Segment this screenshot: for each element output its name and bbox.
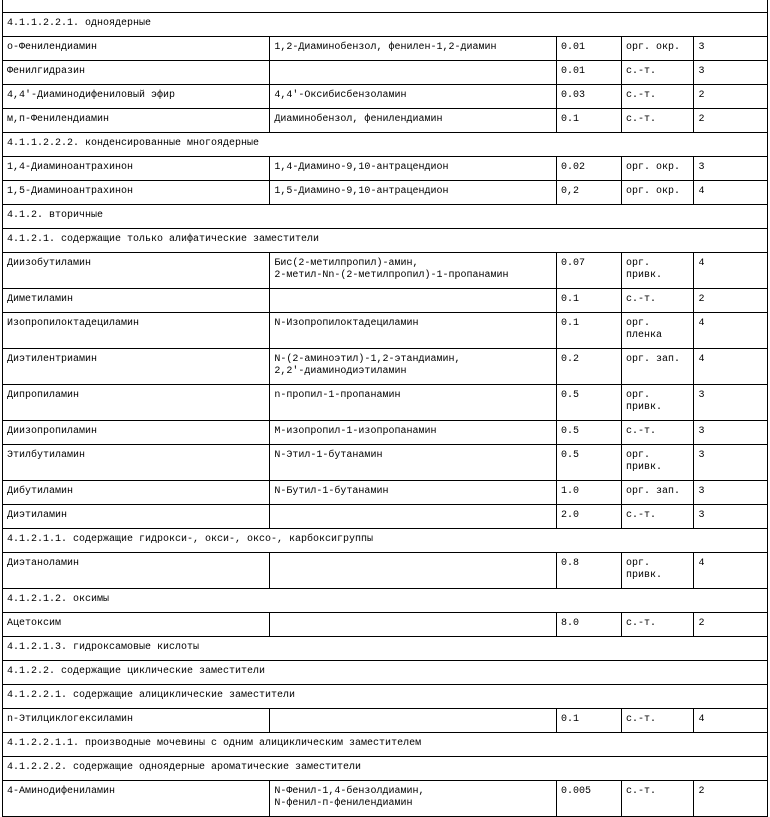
synonym-cell: N-Изопропилоктадециламин	[270, 313, 557, 349]
hazard-class-cell: 2	[694, 613, 768, 637]
concentration-cell: 8.0	[557, 613, 622, 637]
limiting-indicator-cell: с.-т.	[622, 61, 694, 85]
hazard-class-cell: 4	[694, 181, 768, 205]
synonym-cell: N-Бутил-1-бутанамин	[270, 481, 557, 505]
substance-name-cell: м,п-Фенилендиамин	[3, 109, 270, 133]
section-row	[3, 589, 768, 613]
section-heading: 4.1.2.1.3. гидроксамовые кислоты	[3, 637, 768, 661]
limiting-indicator-cell: орг. зап.	[622, 481, 694, 505]
limiting-indicator-cell: с.-т.	[622, 289, 694, 313]
concentration-cell: 1.0	[557, 481, 622, 505]
section-row	[3, 229, 768, 253]
substance-name-cell: Диэтиламин	[3, 505, 270, 529]
table-row	[3, 253, 768, 289]
table-row	[3, 157, 768, 181]
concentration-cell: 0.02	[557, 157, 622, 181]
table-row	[3, 505, 768, 529]
concentration-cell: 0.5	[557, 385, 622, 421]
table-row	[3, 385, 768, 421]
table-row	[3, 37, 768, 61]
table-row	[3, 289, 768, 313]
limiting-indicator-cell: орг. пленка	[622, 313, 694, 349]
synonym-cell	[270, 613, 557, 637]
substance-name-cell: Дипропиламин	[3, 385, 270, 421]
limiting-indicator-cell: с.-т.	[622, 781, 694, 817]
section-heading: 4.1.2.2.2. содержащие одноядерные ароматические заместители	[3, 757, 768, 781]
concentration-cell: 0.1	[557, 313, 622, 349]
hazard-class-cell: 4	[694, 553, 768, 589]
section-heading: 4.1.1.2.2.1. одноядерные	[3, 13, 768, 37]
section-row	[3, 661, 768, 685]
table-row	[3, 109, 768, 133]
section-heading: 4.1.2.2.1.1. производные мочевины с одним алициклическим заместителем	[3, 733, 768, 757]
concentration-cell: 0.01	[557, 37, 622, 61]
substance-name-cell: Этилбутиламин	[3, 445, 270, 481]
limiting-indicator-cell: с.-т.	[622, 709, 694, 733]
limiting-indicator-cell: орг. привк.	[622, 553, 694, 589]
hazard-class-cell: 2	[694, 289, 768, 313]
substance-name-cell: Фенилгидразин	[3, 61, 270, 85]
synonym-cell: 1,4-Диамино-9,10-антрацендион	[270, 157, 557, 181]
synonym-cell: 1,5-Диамино-9,10-антрацендион	[270, 181, 557, 205]
substance-name-cell: о-Фенилендиамин	[3, 37, 270, 61]
synonym-cell: М-изопропил-1-изопропанамин	[270, 421, 557, 445]
concentration-cell: 0.8	[557, 553, 622, 589]
hazard-class-cell: 4	[694, 709, 768, 733]
limiting-indicator-cell: орг. окр.	[622, 181, 694, 205]
concentration-cell: 0.03	[557, 85, 622, 109]
synonym-cell: 1,2-Диаминобензол, фенилен-1,2-диамин	[270, 37, 557, 61]
hazard-class-cell: 2	[694, 109, 768, 133]
synonym-cell: N-Этил-1-бутанамин	[270, 445, 557, 481]
substance-name-cell: Диэтилентриамин	[3, 349, 270, 385]
concentration-cell: 0.1	[557, 109, 622, 133]
concentration-cell: 2.0	[557, 505, 622, 529]
top-edge-cell	[3, 0, 768, 13]
section-heading: 4.1.2.1.1. содержащие гидрокси-, окси-, оксо-, карбоксигруппы	[3, 529, 768, 553]
limiting-indicator-cell: орг. привк.	[622, 385, 694, 421]
limiting-indicator-cell: орг. окр.	[622, 37, 694, 61]
concentration-cell: 0.07	[557, 253, 622, 289]
hazard-class-cell: 3	[694, 37, 768, 61]
table-body	[3, 0, 768, 817]
hazard-class-cell: 3	[694, 445, 768, 481]
substance-name-cell: 4,4'-Диаминодифениловый эфир	[3, 85, 270, 109]
synonym-cell: 4,4'-Оксибисбензоламин	[270, 85, 557, 109]
section-row	[3, 733, 768, 757]
synonym-cell	[270, 505, 557, 529]
hazard-class-cell: 4	[694, 253, 768, 289]
substance-name-cell: n-Этилциклогексиламин	[3, 709, 270, 733]
section-heading: 4.1.2.1. содержащие только алифатические заместители	[3, 229, 768, 253]
table-row	[3, 445, 768, 481]
concentration-cell: 0.2	[557, 349, 622, 385]
hazard-class-cell: 2	[694, 85, 768, 109]
substance-name-cell: 1,4-Диаминоантрахинон	[3, 157, 270, 181]
hazard-class-cell: 3	[694, 61, 768, 85]
table-row	[3, 181, 768, 205]
table-row	[3, 613, 768, 637]
hazard-class-cell: 4	[694, 349, 768, 385]
substance-name-cell: Ацетоксим	[3, 613, 270, 637]
substance-name-cell: 4-Аминодифениламин	[3, 781, 270, 817]
table-row	[3, 313, 768, 349]
limiting-indicator-cell: орг. зап.	[622, 349, 694, 385]
hazard-class-cell: 2	[694, 781, 768, 817]
substance-name-cell: Диизобутиламин	[3, 253, 270, 289]
section-row	[3, 133, 768, 157]
table-row	[3, 781, 768, 817]
concentration-cell: 0.005	[557, 781, 622, 817]
hazard-class-cell: 3	[694, 157, 768, 181]
substance-name-cell: Изопропилоктадециламин	[3, 313, 270, 349]
hazard-class-cell: 3	[694, 385, 768, 421]
concentration-cell: 0.5	[557, 421, 622, 445]
synonym-cell: N-(2-аминоэтил)-1,2-этандиамин, 2,2'-диаминодиэтиламин	[270, 349, 557, 385]
synonym-cell	[270, 289, 557, 313]
section-row	[3, 685, 768, 709]
table-row	[3, 709, 768, 733]
substance-name-cell: Диизопропиламин	[3, 421, 270, 445]
hazard-class-cell: 3	[694, 505, 768, 529]
limiting-indicator-cell: с.-т.	[622, 613, 694, 637]
hazard-class-cell: 3	[694, 421, 768, 445]
synonym-cell: N-Фенил-1,4-бензолдиамин, N-фенил-п-фенилендиамин	[270, 781, 557, 817]
hazard-class-cell: 4	[694, 313, 768, 349]
limiting-indicator-cell: орг. окр.	[622, 157, 694, 181]
limiting-indicator-cell: орг. привк.	[622, 253, 694, 289]
table-row	[3, 85, 768, 109]
concentration-cell: 0.1	[557, 289, 622, 313]
section-heading: 4.1.2.2.1. содержащие алициклические заместители	[3, 685, 768, 709]
limiting-indicator-cell: с.-т.	[622, 505, 694, 529]
table-row	[3, 349, 768, 385]
limiting-indicator-cell: с.-т.	[622, 109, 694, 133]
section-heading: 4.1.1.2.2.2. конденсированные многоядерные	[3, 133, 768, 157]
section-heading: 4.1.2.2. содержащие циклические заместители	[3, 661, 768, 685]
section-row	[3, 637, 768, 661]
section-row	[3, 13, 768, 37]
section-row	[3, 205, 768, 229]
synonym-cell: n-пропил-1-пропанамин	[270, 385, 557, 421]
concentration-cell: 0,2	[557, 181, 622, 205]
synonym-cell: Бис(2-метилпропил)-амин, 2-метил-Nn-(2-метилпропил)-1-пропанамин	[270, 253, 557, 289]
synonym-cell: Диаминобензол, фенилендиамин	[270, 109, 557, 133]
synonym-cell	[270, 553, 557, 589]
substance-table	[2, 0, 768, 817]
limiting-indicator-cell: с.-т.	[622, 421, 694, 445]
concentration-cell: 0.1	[557, 709, 622, 733]
substance-name-cell: Дибутиламин	[3, 481, 270, 505]
substance-name-cell: Диэтаноламин	[3, 553, 270, 589]
limiting-indicator-cell: с.-т.	[622, 85, 694, 109]
table-row	[3, 421, 768, 445]
section-row	[3, 757, 768, 781]
section-heading: 4.1.2.1.2. оксимы	[3, 589, 768, 613]
table-top-edge	[3, 0, 768, 13]
section-row	[3, 529, 768, 553]
synonym-cell	[270, 61, 557, 85]
substance-name-cell: Диметиламин	[3, 289, 270, 313]
concentration-cell: 0.01	[557, 61, 622, 85]
table-row	[3, 481, 768, 505]
concentration-cell: 0.5	[557, 445, 622, 481]
hazard-class-cell: 3	[694, 481, 768, 505]
synonym-cell	[270, 709, 557, 733]
limiting-indicator-cell: орг. привк.	[622, 445, 694, 481]
table-row	[3, 553, 768, 589]
substance-name-cell: 1,5-Диаминоантрахинон	[3, 181, 270, 205]
table-row	[3, 61, 768, 85]
section-heading: 4.1.2. вторичные	[3, 205, 768, 229]
